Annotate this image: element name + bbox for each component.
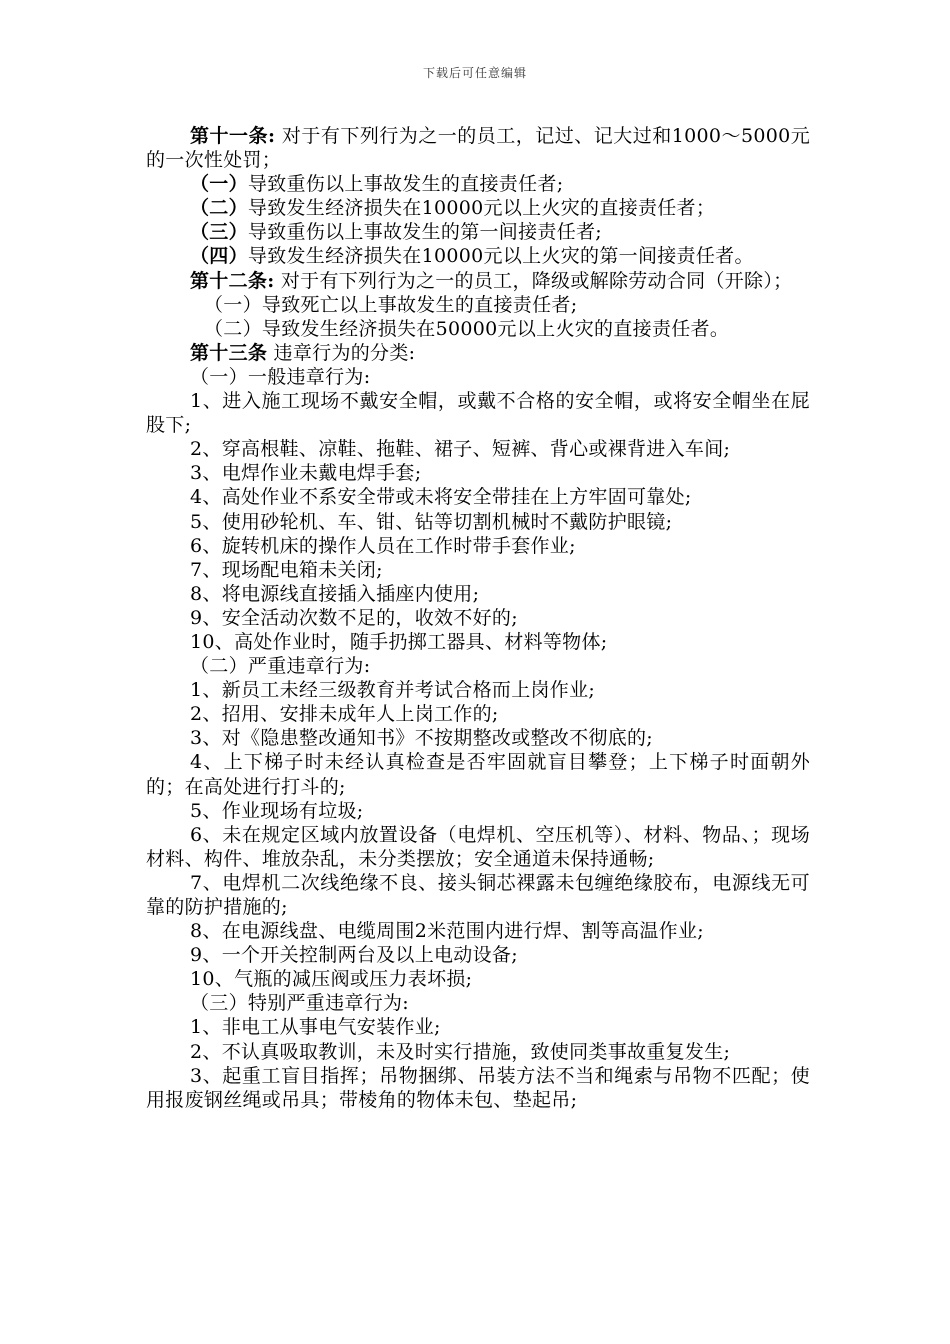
list-item: 7、现场配电箱未关闭; <box>190 558 383 581</box>
item-number: （四） <box>190 245 248 268</box>
item-text: 导致重伤以上事故发生的直接责任者; <box>247 173 564 196</box>
article-11-item <box>146 244 810 268</box>
article-13-text: 违章行为的分类: <box>273 341 416 364</box>
list-item: 1、非电工从事电气安装作业; <box>190 1016 441 1039</box>
list-item: 5、使用砂轮机、车、钳、钻等切割机械时不戴防护眼镜; <box>190 510 673 533</box>
item-text: 导致发生经济损失在10000元以上火灾的第一间接责任者。 <box>247 245 754 268</box>
article-12 <box>146 269 810 293</box>
list-item: 8、在电源线盘、电缆周围2米范围内进行焊、割等高温作业; <box>190 920 704 943</box>
list-item: 5、作业现场有垃圾; <box>190 799 364 822</box>
article-11-text: 对于有下列行为之一的员工，记过、记大过和1000～5000元的一次性处罚； <box>146 125 811 172</box>
article-11-item <box>146 172 810 196</box>
item-text: 导致发生经济损失在10000元以上火灾的直接责任者； <box>247 197 716 220</box>
article-11-heading: 第十一条: <box>190 125 276 147</box>
article-12-heading: 第十二条: <box>190 269 275 292</box>
item-number: （三） <box>190 221 248 244</box>
list-item: 10、高处作业时，随手扔掷工器具、材料等物体; <box>190 630 608 653</box>
section-title-serious: （二）严重违章行为: <box>190 655 371 678</box>
document-body <box>146 124 810 1112</box>
list-item: 10、气瓶的减压阀或压力表坏损; <box>190 968 473 991</box>
item-number: （二） <box>190 197 248 220</box>
list-item: 9、一个开关控制两台及以上电动设备; <box>190 944 518 967</box>
list-item: 1、进入施工现场不戴安全帽，或戴不合格的安全帽，或将安全帽坐在屁股下; <box>146 390 810 437</box>
list-item: 4、上下梯子时未经认真检查是否牢固就盲目攀登；上下梯子时面朝外的；在高处进行打斗的; <box>146 751 810 798</box>
section-title-general: （一）一般违章行为: <box>190 365 371 388</box>
list-item: 6、未在规定区域内放置设备（电焊机、空压机等）、材料、物品、；现场材料、构件、堆放杂乱，未分类摆放；安全通道未保持通畅; <box>146 823 810 870</box>
item-number: （一） <box>190 173 248 196</box>
article-11 <box>146 124 810 172</box>
article-13 <box>146 341 810 365</box>
article-12-item: （二）导致发生经济损失在50000元以上火灾的直接责任者。 <box>204 317 730 340</box>
list-item: 9、安全活动次数不足的，收效不好的; <box>190 606 518 629</box>
list-item: 2、穿高根鞋、凉鞋、拖鞋、裙子、短裤、背心或裸背进入车间; <box>190 438 731 461</box>
list-item: 3、对《隐患整改通知书》不按期整改或整改不彻底的; <box>190 727 653 750</box>
page-header: 下载后可任意编辑 <box>422 66 527 80</box>
list-item: 3、起重工盲目指挥；吊物捆绑、吊装方法不当和绳索与吊物不匹配；使用报废钢丝绳或吊具；带棱角的物体未包、垫起吊; <box>146 1064 810 1111</box>
article-13-heading: 第十三条 <box>190 341 268 364</box>
article-12-item: （一）导致死亡以上事故发生的直接责任者; <box>204 293 578 316</box>
list-item: 2、招用、安排未成年人上岗工作的; <box>190 703 499 726</box>
list-item: 4、高处作业不系安全带或未将安全带挂在上方牢固可靠处; <box>190 486 692 509</box>
section-title-special: （三）特别严重违章行为: <box>190 992 410 1015</box>
article-11-item <box>146 196 810 220</box>
article-11-item <box>146 220 810 244</box>
item-text: 导致重伤以上事故发生的第一间接责任者; <box>247 221 603 244</box>
list-item: 3、电焊作业未戴电焊手套; <box>190 462 422 485</box>
list-item: 2、不认真吸取教训，未及时实行措施，致使同类事故重复发生; <box>190 1040 731 1063</box>
article-12-text: 对于有下列行为之一的员工，降级或解除劳动合同（开除）； <box>280 269 793 292</box>
list-item: 6、旋转机床的操作人员在工作时带手套作业; <box>190 534 576 557</box>
list-item: 7、电焊机二次线绝缘不良、接头铜芯裸露未包缠绝缘胶布，电源线无可靠的防护措施的; <box>146 871 810 918</box>
list-item: 8、将电源线直接插入插座内使用; <box>190 582 480 605</box>
list-item: 1、新员工未经三级教育并考试合格而上岗作业; <box>190 679 596 702</box>
